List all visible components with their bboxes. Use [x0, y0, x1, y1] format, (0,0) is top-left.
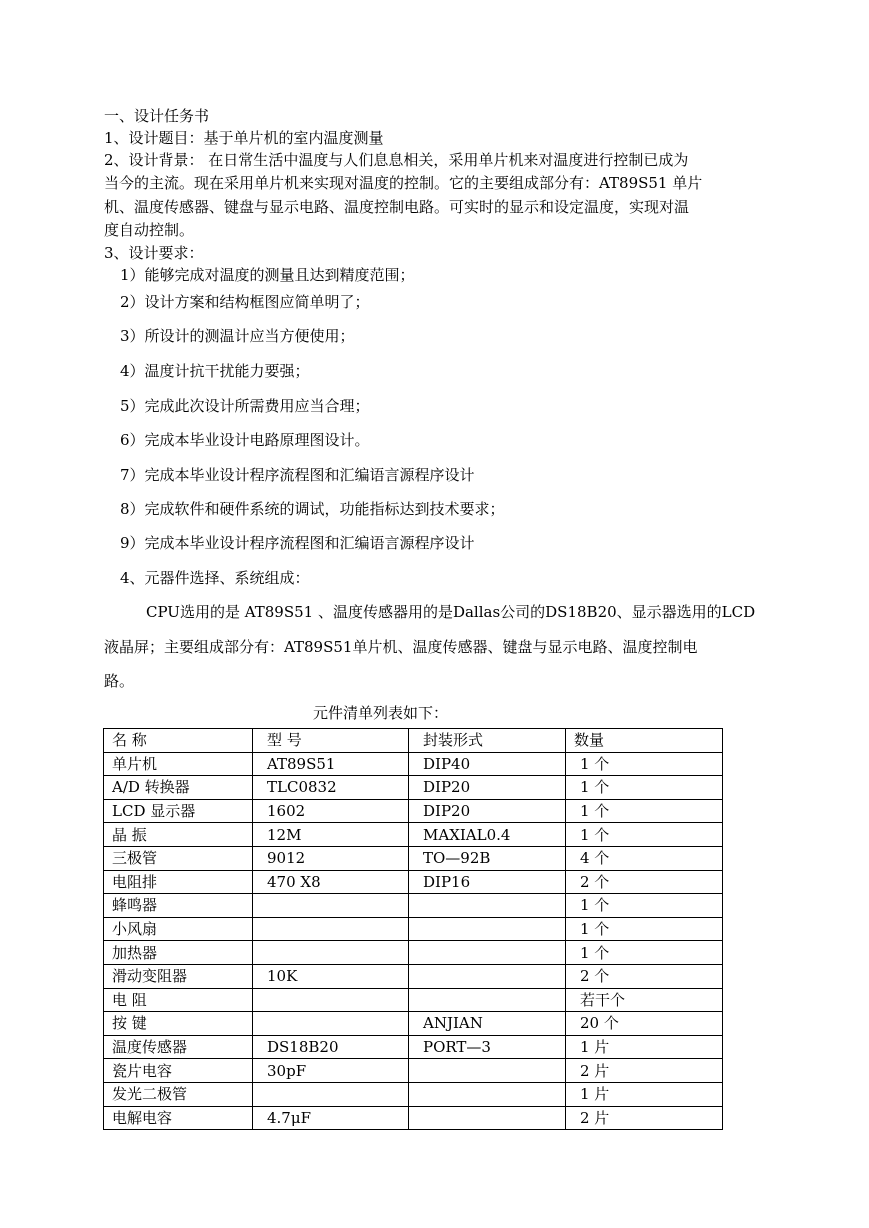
cell-package: DIP20 [409, 776, 566, 800]
table-row [104, 988, 723, 1012]
cell-model: 30pF [253, 1059, 409, 1083]
cell-name: 发光二极管 [104, 1082, 253, 1106]
cell-package [409, 917, 566, 941]
cell-package: DIP16 [409, 870, 566, 894]
cell-name: 电 阻 [104, 988, 253, 1012]
cell-quantity: 2 片 [566, 1106, 723, 1130]
cell-name: 单片机 [104, 752, 253, 776]
header-package: 封装形式 [409, 729, 566, 753]
requirement-item: 7）完成本毕业设计程序流程图和汇编语言源程序设计 [120, 466, 475, 484]
cell-quantity: 2 片 [566, 1059, 723, 1083]
cell-package [409, 941, 566, 965]
requirement-item: 3）所设计的测温计应当方便使用； [120, 327, 355, 345]
cell-model: 9012 [253, 846, 409, 870]
components-title: 4、元器件选择、系统组成： [120, 569, 310, 587]
header-model: 型 号 [253, 729, 409, 753]
requirement-item: 6）完成本毕业设计电路原理图设计。 [120, 431, 370, 449]
cell-package: ANJIAN [409, 1012, 566, 1036]
cell-model: 470 X8 [253, 870, 409, 894]
requirement-item: 5）完成此次设计所需费用应当合理； [120, 397, 370, 415]
cell-quantity: 1 个 [566, 917, 723, 941]
table-row [104, 917, 723, 941]
cell-model [253, 941, 409, 965]
cell-package: DIP20 [409, 799, 566, 823]
table-row [104, 823, 723, 847]
cell-model [253, 1082, 409, 1106]
cell-package [409, 1082, 566, 1106]
cell-quantity: 1 个 [566, 941, 723, 965]
cell-model: TLC0832 [253, 776, 409, 800]
table-row [104, 941, 723, 965]
cell-quantity: 2 个 [566, 964, 723, 988]
table-row [104, 752, 723, 776]
cell-package [409, 1059, 566, 1083]
table-row [104, 964, 723, 988]
table-row [104, 1082, 723, 1106]
cell-package: TO—92B [409, 846, 566, 870]
cell-package: DIP40 [409, 752, 566, 776]
cell-name: 瓷片电容 [104, 1059, 253, 1083]
cell-name: 电阻排 [104, 870, 253, 894]
table-row [104, 846, 723, 870]
header-quantity: 数量 [566, 729, 723, 753]
cell-model [253, 988, 409, 1012]
cell-quantity: 2 个 [566, 870, 723, 894]
background-line-2: 当今的主流。现在采用单片机来实现对温度的控制。它的主要组成部分有：AT89S51 单片 [104, 174, 703, 192]
cell-name: 晶 振 [104, 823, 253, 847]
cell-model: 10K [253, 964, 409, 988]
cell-quantity: 20 个 [566, 1012, 723, 1036]
cell-package: PORT—3 [409, 1035, 566, 1059]
table-row [104, 776, 723, 800]
cell-quantity: 1 片 [566, 1082, 723, 1106]
cell-model [253, 1012, 409, 1036]
background-line-3: 机、温度传感器、键盘与显示电路、温度控制电路。可实时的显示和设定温度，实现对温 [104, 198, 690, 216]
cell-name: 蜂鸣器 [104, 894, 253, 918]
cell-name: 加热器 [104, 941, 253, 965]
cell-model: 1602 [253, 799, 409, 823]
table-row [104, 1059, 723, 1083]
table-row [104, 1106, 723, 1130]
cell-name: 三极管 [104, 846, 253, 870]
table-row [104, 870, 723, 894]
cell-model: 12M [253, 823, 409, 847]
cell-model [253, 894, 409, 918]
components-line-1: CPU选用的是 AT89S51 、温度传感器用的是Dallas公司的DS18B20、显示器选用的LCD [146, 603, 756, 621]
cell-name: 温度传感器 [104, 1035, 253, 1059]
requirement-item: 1）能够完成对温度的测量且达到精度范围； [120, 266, 415, 284]
background-line-4: 度自动控制。 [104, 221, 195, 239]
cell-name: 小风扇 [104, 917, 253, 941]
header-name: 名 称 [104, 729, 253, 753]
design-topic: 1、设计题目：基于单片机的室内温度测量 [104, 129, 384, 147]
cell-name: 电解电容 [104, 1106, 253, 1130]
cell-quantity: 1 个 [566, 799, 723, 823]
table-row [104, 799, 723, 823]
section-heading: 一、设计任务书 [104, 107, 210, 125]
requirement-item: 4）温度计抗干扰能力要强； [120, 362, 310, 380]
cell-package [409, 1106, 566, 1130]
table-row [104, 1035, 723, 1059]
requirement-item: 8）完成软件和硬件系统的调试，功能指标达到技术要求； [120, 500, 505, 518]
cell-name: 按 键 [104, 1012, 253, 1036]
table-row [104, 1012, 723, 1036]
parts-table [103, 728, 723, 1130]
cell-package [409, 988, 566, 1012]
requirements-title: 3、设计要求： [104, 244, 204, 262]
cell-name: A/D 转换器 [104, 776, 253, 800]
cell-model [253, 917, 409, 941]
cell-package [409, 964, 566, 988]
cell-quantity: 若干个 [566, 988, 723, 1012]
cell-quantity: 4 个 [566, 846, 723, 870]
components-line-2: 液晶屏；主要组成部分有：AT89S51单片机、温度传感器、键盘与显示电路、温度控制电 [104, 638, 698, 656]
cell-quantity: 1 个 [566, 776, 723, 800]
components-line-3: 路。 [104, 672, 135, 690]
table-row [104, 894, 723, 918]
cell-model: DS18B20 [253, 1035, 409, 1059]
cell-model: AT89S51 [253, 752, 409, 776]
cell-quantity: 1 个 [566, 752, 723, 776]
background-line-1: 2、设计背景： 在日常生活中温度与人们息息相关，采用单片机来对温度进行控制已成为 [104, 151, 689, 169]
cell-package [409, 894, 566, 918]
requirement-item: 2）设计方案和结构框图应简单明了； [120, 293, 370, 311]
cell-package: MAXIAL0.4 [409, 823, 566, 847]
table-header-row [104, 729, 723, 753]
table-caption: 元件清单列表如下： [313, 704, 449, 722]
cell-quantity: 1 个 [566, 894, 723, 918]
cell-quantity: 1 片 [566, 1035, 723, 1059]
cell-name: LCD 显示器 [104, 799, 253, 823]
cell-name: 滑动变阻器 [104, 964, 253, 988]
cell-quantity: 1 个 [566, 823, 723, 847]
requirement-item: 9）完成本毕业设计程序流程图和汇编语言源程序设计 [120, 534, 475, 552]
cell-model: 4.7μF [253, 1106, 409, 1130]
